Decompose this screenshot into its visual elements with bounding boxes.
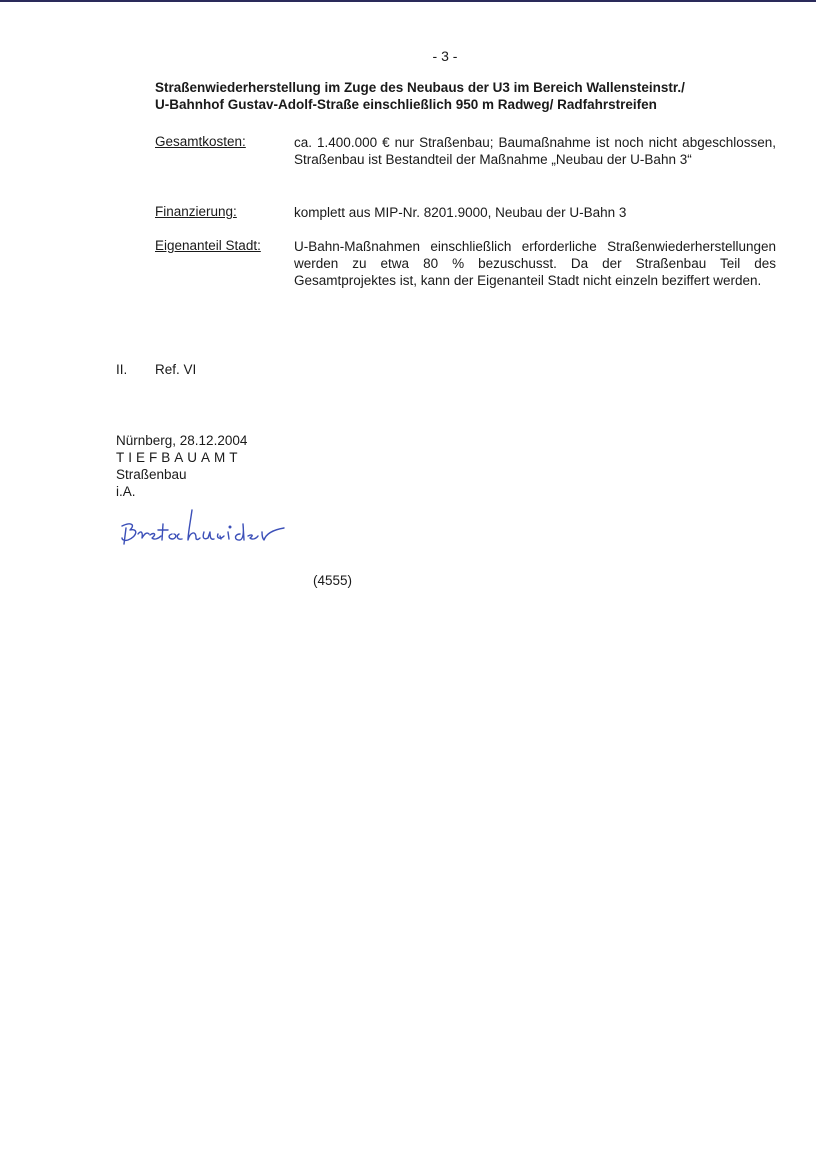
- heading-line-2: U-Bahnhof Gustav-Adolf-Straße einschließlich 950 m Radweg/ Radfahrstreifen: [155, 97, 657, 112]
- page-top-edge: [0, 0, 816, 2]
- own-share-value: U-Bahn-Maßnahmen einschließlich erforderliche Straßenwiederherstellungen werden zu etwa 80 % bezuschusst. Da der Straßenbau Teil des Gesamtprojektes ist, kann der Eigenanteil Stadt nicht einzeln beziffert werden.: [294, 239, 776, 288]
- section-ii-text: Ref. VI: [155, 362, 197, 377]
- signature-block: [116, 432, 247, 500]
- on-behalf: i.A.: [116, 484, 136, 499]
- total-costs-value: ca. 1.400.000 € nur Straßenbau; Baumaßnahme ist noch nicht abgeschlossen, Straßenbau ist Bestandteil der Maßnahme „Neubau der U-Bahn 3“: [294, 135, 776, 167]
- section-ii: [116, 362, 196, 377]
- handwritten-signature: [116, 494, 286, 564]
- financing-value: komplett aus MIP-Nr. 8201.9000, Neubau der U-Bahn 3: [294, 205, 627, 220]
- section-ii-number: II.: [116, 362, 128, 377]
- office-name: TIEFBAUAMT: [116, 450, 242, 465]
- total-costs-label: Gesamtkosten:: [155, 134, 246, 149]
- department-name: Straßenbau: [116, 467, 187, 482]
- document-heading: [155, 79, 795, 113]
- financing-label: Finanzierung:: [155, 204, 237, 219]
- place-date: Nürnberg, 28.12.2004: [116, 433, 248, 448]
- heading-line-1: Straßenwiederherstellung im Zuge des Neubaus der U3 im Bereich Wallensteinstr./: [155, 80, 685, 95]
- document-reference: (4555): [313, 573, 353, 588]
- page-number: - 3 -: [432, 48, 458, 64]
- own-share-label: Eigenanteil Stadt:: [155, 238, 261, 253]
